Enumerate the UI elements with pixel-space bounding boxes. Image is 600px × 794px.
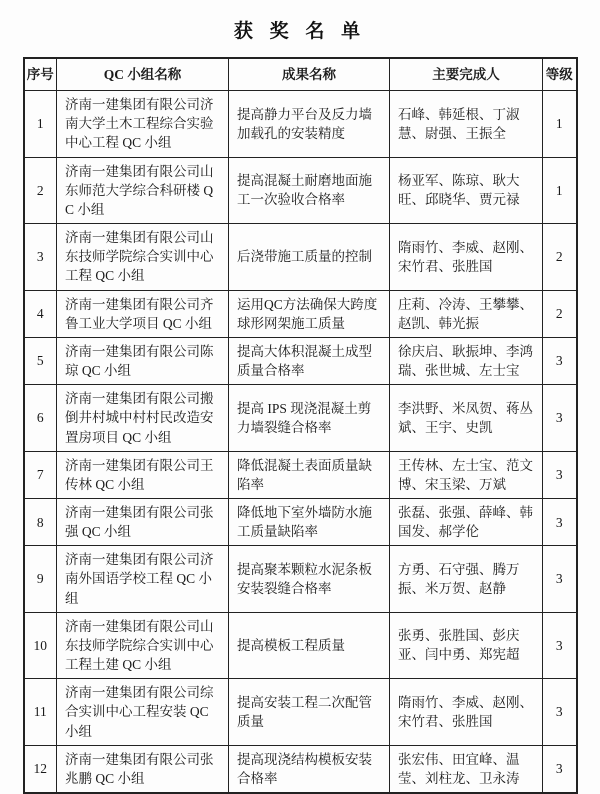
cell-row-number: 8 <box>24 498 57 545</box>
table-row <box>24 546 577 612</box>
cell-achievement-name: 提高 IPS 现浇混凝土剪力墙裂缝合格率 <box>229 385 390 451</box>
cell-grade: 3 <box>543 612 577 678</box>
header-cell-no: 序号 <box>24 58 57 91</box>
table-row <box>24 451 577 498</box>
cell-qc-group-name: 济南一建集团有限公司综合实训中心工程安装 QC 小组 <box>57 679 229 745</box>
table-row <box>24 290 577 337</box>
table-row <box>24 337 577 384</box>
cell-row-number: 12 <box>24 745 57 793</box>
cell-qc-group-name: 济南一建集团有限公司山东技师学院综合实训中心工程 QC 小组 <box>57 224 229 290</box>
cell-main-contributors: 隋雨竹、李威、赵刚、宋竹君、张胜国 <box>390 679 543 745</box>
cell-main-contributors: 张磊、张强、薛峰、韩国发、郝学伦 <box>390 498 543 545</box>
cell-qc-group-name: 济南一建集团有限公司齐鲁工业大学项目 QC 小组 <box>57 290 229 337</box>
cell-row-number: 3 <box>24 224 57 290</box>
cell-achievement-name: 提高安装工程二次配管质量 <box>229 679 390 745</box>
cell-achievement-name: 降低地下室外墙防水施工质量缺陷率 <box>229 498 390 545</box>
cell-row-number: 1 <box>24 91 57 157</box>
award-table-header <box>24 58 577 91</box>
cell-main-contributors: 李洪野、米凤贺、蒋丛斌、王宇、史凯 <box>390 385 543 451</box>
cell-main-contributors: 徐庆启、耿振坤、李鸿瑞、张世城、左士宝 <box>390 337 543 384</box>
cell-row-number: 9 <box>24 546 57 612</box>
cell-achievement-name: 后浇带施工质量的控制 <box>229 224 390 290</box>
cell-qc-group-name: 济南一建集团有限公司济南大学土木工程综合实验中心工程 QC 小组 <box>57 91 229 157</box>
award-table-body <box>24 91 577 793</box>
cell-row-number: 7 <box>24 451 57 498</box>
award-table <box>23 57 578 794</box>
table-row <box>24 612 577 678</box>
header-cell-group: QC 小组名称 <box>57 58 229 91</box>
cell-main-contributors: 庄莉、冷涛、王攀攀、赵凯、韩光振 <box>390 290 543 337</box>
cell-main-contributors: 杨亚军、陈琼、耿大旺、邱晓华、贾元禄 <box>390 157 543 223</box>
cell-row-number: 11 <box>24 679 57 745</box>
cell-grade: 1 <box>543 157 577 223</box>
cell-grade: 2 <box>543 224 577 290</box>
cell-qc-group-name: 济南一建集团有限公司山东师范大学综合科研楼 QC 小组 <box>57 157 229 223</box>
cell-qc-group-name: 济南一建集团有限公司济南外国语学校工程 QC 小组 <box>57 546 229 612</box>
cell-grade: 3 <box>543 337 577 384</box>
cell-grade: 3 <box>543 745 577 793</box>
cell-qc-group-name: 济南一建集团有限公司王传林 QC 小组 <box>57 451 229 498</box>
cell-grade: 3 <box>543 546 577 612</box>
cell-row-number: 2 <box>24 157 57 223</box>
table-row <box>24 224 577 290</box>
cell-grade: 3 <box>543 385 577 451</box>
cell-main-contributors: 石峰、韩延根、丁淑慧、尉强、王振全 <box>390 91 543 157</box>
cell-achievement-name: 提高混凝土耐磨地面施工一次验收合格率 <box>229 157 390 223</box>
cell-main-contributors: 王传林、左士宝、范文博、宋玉梁、万斌 <box>390 451 543 498</box>
cell-row-number: 10 <box>24 612 57 678</box>
cell-achievement-name: 提高模板工程质量 <box>229 612 390 678</box>
cell-grade: 2 <box>543 290 577 337</box>
cell-row-number: 5 <box>24 337 57 384</box>
cell-achievement-name: 运用QC方法确保大跨度球形网架施工质量 <box>229 290 390 337</box>
cell-main-contributors: 隋雨竹、李威、赵刚、宋竹君、张胜国 <box>390 224 543 290</box>
cell-achievement-name: 降低混凝土表面质量缺陷率 <box>229 451 390 498</box>
cell-qc-group-name: 济南一建集团有限公司山东技师学院综合实训中心工程土建 QC 小组 <box>57 612 229 678</box>
cell-grade: 3 <box>543 679 577 745</box>
cell-grade: 3 <box>543 451 577 498</box>
page-title: 获 奖 名 单 <box>233 21 367 42</box>
cell-qc-group-name: 济南一建集团有限公司张兆鹏 QC 小组 <box>57 745 229 793</box>
table-row <box>24 745 577 793</box>
cell-row-number: 4 <box>24 290 57 337</box>
cell-qc-group-name: 济南一建集团有限公司陈琼 QC 小组 <box>57 337 229 384</box>
header-cell-grade: 等级 <box>543 58 577 91</box>
header-row <box>24 58 577 91</box>
cell-main-contributors: 张勇、张胜国、彭庆亚、闫中勇、郑宪超 <box>390 612 543 678</box>
cell-grade: 3 <box>543 498 577 545</box>
cell-achievement-name: 提高聚苯颗粒水泥条板安装裂缝合格率 <box>229 546 390 612</box>
cell-achievement-name: 提高大体积混凝土成型质量合格率 <box>229 337 390 384</box>
header-cell-members: 主要完成人 <box>390 58 543 91</box>
header-cell-achievement: 成果名称 <box>229 58 390 91</box>
table-row <box>24 498 577 545</box>
cell-main-contributors: 方勇、石守强、腾万振、米万贺、赵静 <box>390 546 543 612</box>
cell-achievement-name: 提高静力平台及反力墙加载孔的安装精度 <box>229 91 390 157</box>
cell-grade: 1 <box>543 91 577 157</box>
table-row <box>24 385 577 451</box>
cell-qc-group-name: 济南一建集团有限公司搬倒井村城中村村民改造安置房项目 QC 小组 <box>57 385 229 451</box>
table-row <box>24 157 577 223</box>
table-row <box>24 679 577 745</box>
cell-row-number: 6 <box>24 385 57 451</box>
cell-main-contributors: 张宏伟、田宜峰、温莹、刘柱龙、卫永涛 <box>390 745 543 793</box>
cell-qc-group-name: 济南一建集团有限公司张强 QC 小组 <box>57 498 229 545</box>
table-row <box>24 91 577 157</box>
cell-achievement-name: 提高现浇结构模板安装合格率 <box>229 745 390 793</box>
